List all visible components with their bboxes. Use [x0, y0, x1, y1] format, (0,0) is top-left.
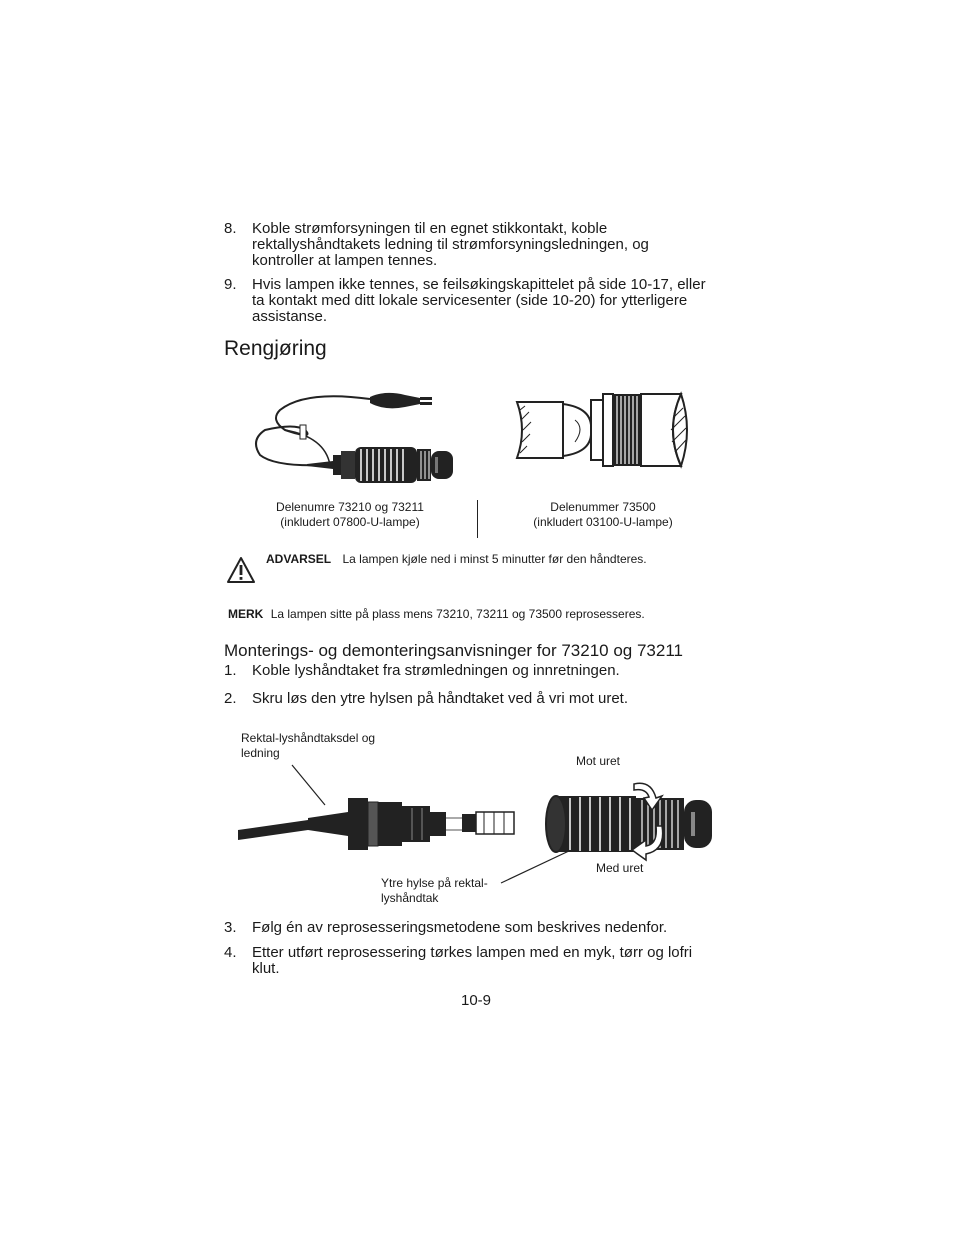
figure1-right-caption [503, 500, 703, 530]
warning-label: ADVARSEL [266, 552, 332, 566]
step-2 [224, 691, 744, 709]
note-label: MERK [228, 607, 264, 621]
step-text-line: Følg én av reprosesseringsmetodene som beskrives nedenfor. [252, 919, 668, 936]
label-line: lyshåndtak [381, 891, 439, 905]
step-text: Skru løs den ytre hylsen på håndtaket ved å vri mot uret. [252, 690, 629, 707]
page-number: 10-9 [461, 992, 492, 1009]
lamp-closeup-illustration [515, 390, 695, 475]
label-line: Ytre hylse på rektal- [381, 876, 488, 890]
label-cord [241, 731, 375, 761]
note-block [228, 607, 645, 622]
figure1-divider [477, 500, 478, 538]
step-1 [224, 663, 744, 681]
warning-block [266, 552, 647, 567]
step-text-line: assistanse. [252, 308, 328, 325]
note-text: La lampen sitte på plass mens 73210, 73211 og 73500 reprosesseres. [270, 607, 645, 621]
step-text-line: ta kontakt med ditt lokale servicesenter (side 10-20) for ytterligere [252, 292, 688, 309]
step-8 [224, 221, 744, 271]
step-3 [224, 920, 744, 938]
step-number: 9. [224, 276, 237, 293]
step-9 [224, 277, 744, 327]
step-4 [224, 945, 744, 979]
step-number: 4. [224, 944, 237, 961]
warning-triangle-icon [226, 555, 256, 585]
figure1-left-caption [250, 500, 450, 530]
caption-line: (inkludert 03100-U-lampe) [533, 515, 673, 529]
step-number: 8. [224, 220, 237, 237]
label-ccw: Mot uret [576, 754, 621, 768]
step-text-line: Hvis lampen ikke tennes, se feilsøkingskapittelet på side 10-17, eller [252, 276, 706, 293]
step-text-line: rektallyshåndtakets ledning til strømforsyningsledningen, og [252, 236, 649, 253]
step-text: Koble lyshåndtaket fra strømledningen og innretningen. [252, 662, 620, 679]
step-text-line: Koble strømforsyningen til en egnet stikkontakt, koble [252, 220, 608, 237]
caption-line: (inkludert 07800-U-lampe) [280, 515, 420, 529]
step-number: 2. [224, 690, 237, 707]
subsection-title: Monterings- og demonteringsanvisninger for 73210 og 73211 [224, 641, 683, 660]
label-cw: Med uret [596, 861, 644, 875]
label-line: ledning [241, 746, 280, 760]
caption-line: Delenummer 73500 [550, 500, 656, 514]
section-title: Rengjøring [224, 337, 327, 360]
handle-with-cord-illustration [245, 385, 460, 485]
step-text-line: kontroller at lampen tennes. [252, 252, 438, 269]
step-text-line: Etter utført reprosessering tørkes lampen med en myk, tørr og lofri [252, 944, 693, 961]
step-text-line: klut. [252, 960, 280, 977]
warning-text: La lampen kjøle ned i minst 5 minutter før den håndteres. [342, 552, 647, 566]
label-line: Rektal-lyshåndtaksdel og [241, 731, 376, 745]
caption-line: Delenumre 73210 og 73211 [276, 500, 424, 514]
disassembly-illustration [236, 760, 726, 885]
step-number: 3. [224, 919, 237, 936]
step-number: 1. [224, 662, 237, 679]
